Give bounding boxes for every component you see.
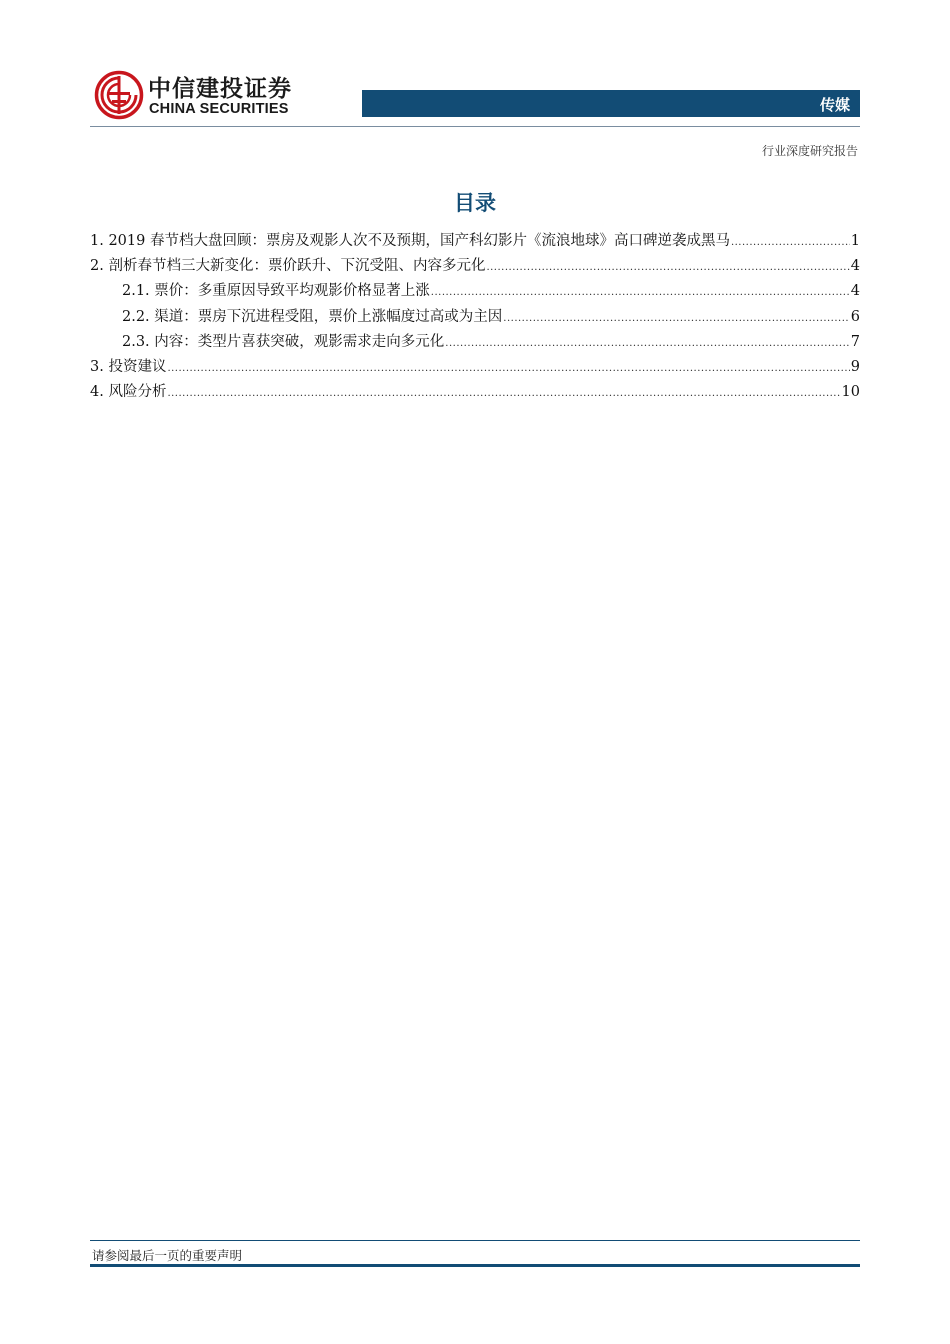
footer-divider (90, 1240, 860, 1241)
toc-entry-2-2[interactable] (90, 305, 860, 330)
toc-entry-text: 2.2. 渠道：票房下沉进程受阻，票价上涨幅度过高或为主因 (122, 308, 503, 325)
toc-leader-dots (167, 388, 840, 399)
toc-entry-4[interactable] (90, 380, 860, 405)
brand-name-cn: 中信建投证券 (148, 76, 292, 102)
toc-entry-text: 1. 2019 春节档大盘回顾：票房及观影人次不及预期，国产科幻影片《流浪地球》高口碑逆袭成黑马 (90, 233, 730, 249)
footer-disclaimer: 请参阅最后一页的重要声明 (92, 1248, 243, 1263)
sector-banner (362, 90, 860, 117)
toc-page-number: 6 (850, 308, 860, 325)
toc-entry-text: 2. 剖析春节档三大新变化：票价跃升、下沉受阻、内容多元化 (90, 258, 486, 275)
toc-entry-text: 2.1. 票价：多重原因导致平均观影价格显著上涨 (122, 283, 430, 300)
toc-page-number: 4 (850, 283, 860, 300)
toc-page-number: 7 (850, 333, 860, 350)
toc-page-number: 1 (850, 233, 860, 249)
toc-entry-text: 3. 投资建议 (90, 358, 167, 375)
table-of-contents (90, 229, 860, 405)
brand-name-en: CHINA SECURITIES (149, 101, 289, 117)
sector-label: 传媒 (819, 96, 850, 114)
toc-leader-dots (445, 338, 849, 349)
header-divider (90, 126, 860, 127)
toc-entry-2-3[interactable] (90, 330, 860, 355)
toc-page-number: 9 (850, 358, 860, 375)
toc-leader-dots (486, 262, 849, 273)
toc-entry-2-1[interactable] (90, 279, 860, 304)
toc-leader-dots (431, 287, 850, 298)
toc-entry-text: 4. 风险分析 (90, 384, 167, 401)
footer-bottom-rule (90, 1264, 860, 1267)
toc-entry-3[interactable] (90, 355, 860, 380)
toc-leader-dots (731, 237, 850, 248)
toc-title: 目录 (454, 191, 496, 215)
toc-entry-text: 2.3. 内容：类型片喜获突破，观影需求走向多元化 (122, 333, 445, 350)
china-securities-logo (94, 70, 144, 120)
toc-page-number: 4 (850, 258, 860, 275)
toc-page-number: 10 (841, 384, 860, 401)
report-type: 行业深度研究报告 (761, 144, 858, 158)
toc-entry-2[interactable] (90, 254, 860, 279)
toc-leader-dots (503, 313, 849, 324)
toc-leader-dots (167, 363, 849, 374)
toc-entry-1[interactable] (90, 229, 860, 254)
